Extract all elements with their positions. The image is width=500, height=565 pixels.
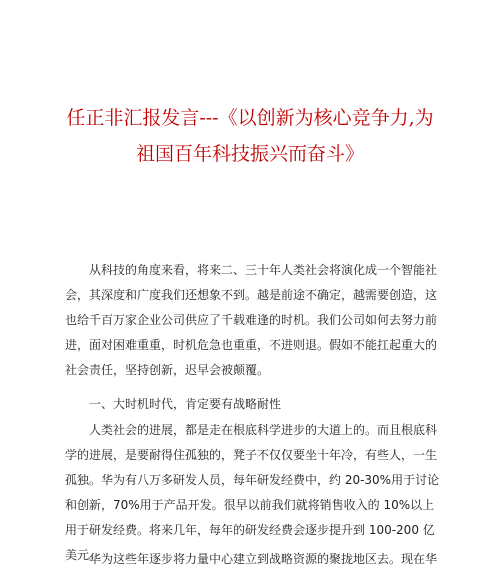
- paragraph-resources: 华为这些年逐步将力量中心建立到战略资源的聚拢地区去。现在华: [89, 552, 438, 565]
- paragraph-science: 人类社会的进展，都是走在根底科学进步的大道上的。而且根底科学的进展，是要耐得住孤独的，凳子不仅仅要坐十年冷，有些人，一生孤独。华为有八万多研发人员，每年研发经费中，约 20-30%用于讨论和创新，70%用于产品开发。很早以前我们就将销售收入的 10%以上用于研发经费。将来几年，每年的研发经费会逐步提升到 100-200 亿美元。: [65, 423, 440, 562]
- section-heading-1: 一、大时机时代，肯定要有战略耐性: [89, 397, 282, 411]
- paragraph-intro: 从科技的角度来看，将来二、三十年人类社会将演化成一个智能社会，其深度和广度我们还想象不到。越是前途不确定，越需要创造，这也给千百万家企业公司供应了千载难逢的时机。我们公司如何去努力前进，面对困难重重，时机危急也重重，不进则退。假如不能扛起重大的社会责任，坚持创新，迟早会被颠覆。: [65, 263, 438, 377]
- document-title: [40, 100, 460, 172]
- title-line-2: 祖国百年科技振兴而奋斗》: [135, 143, 364, 165]
- title-line-1: 任正非汇报发言---《以创新为核心竞争力,为: [66, 107, 434, 129]
